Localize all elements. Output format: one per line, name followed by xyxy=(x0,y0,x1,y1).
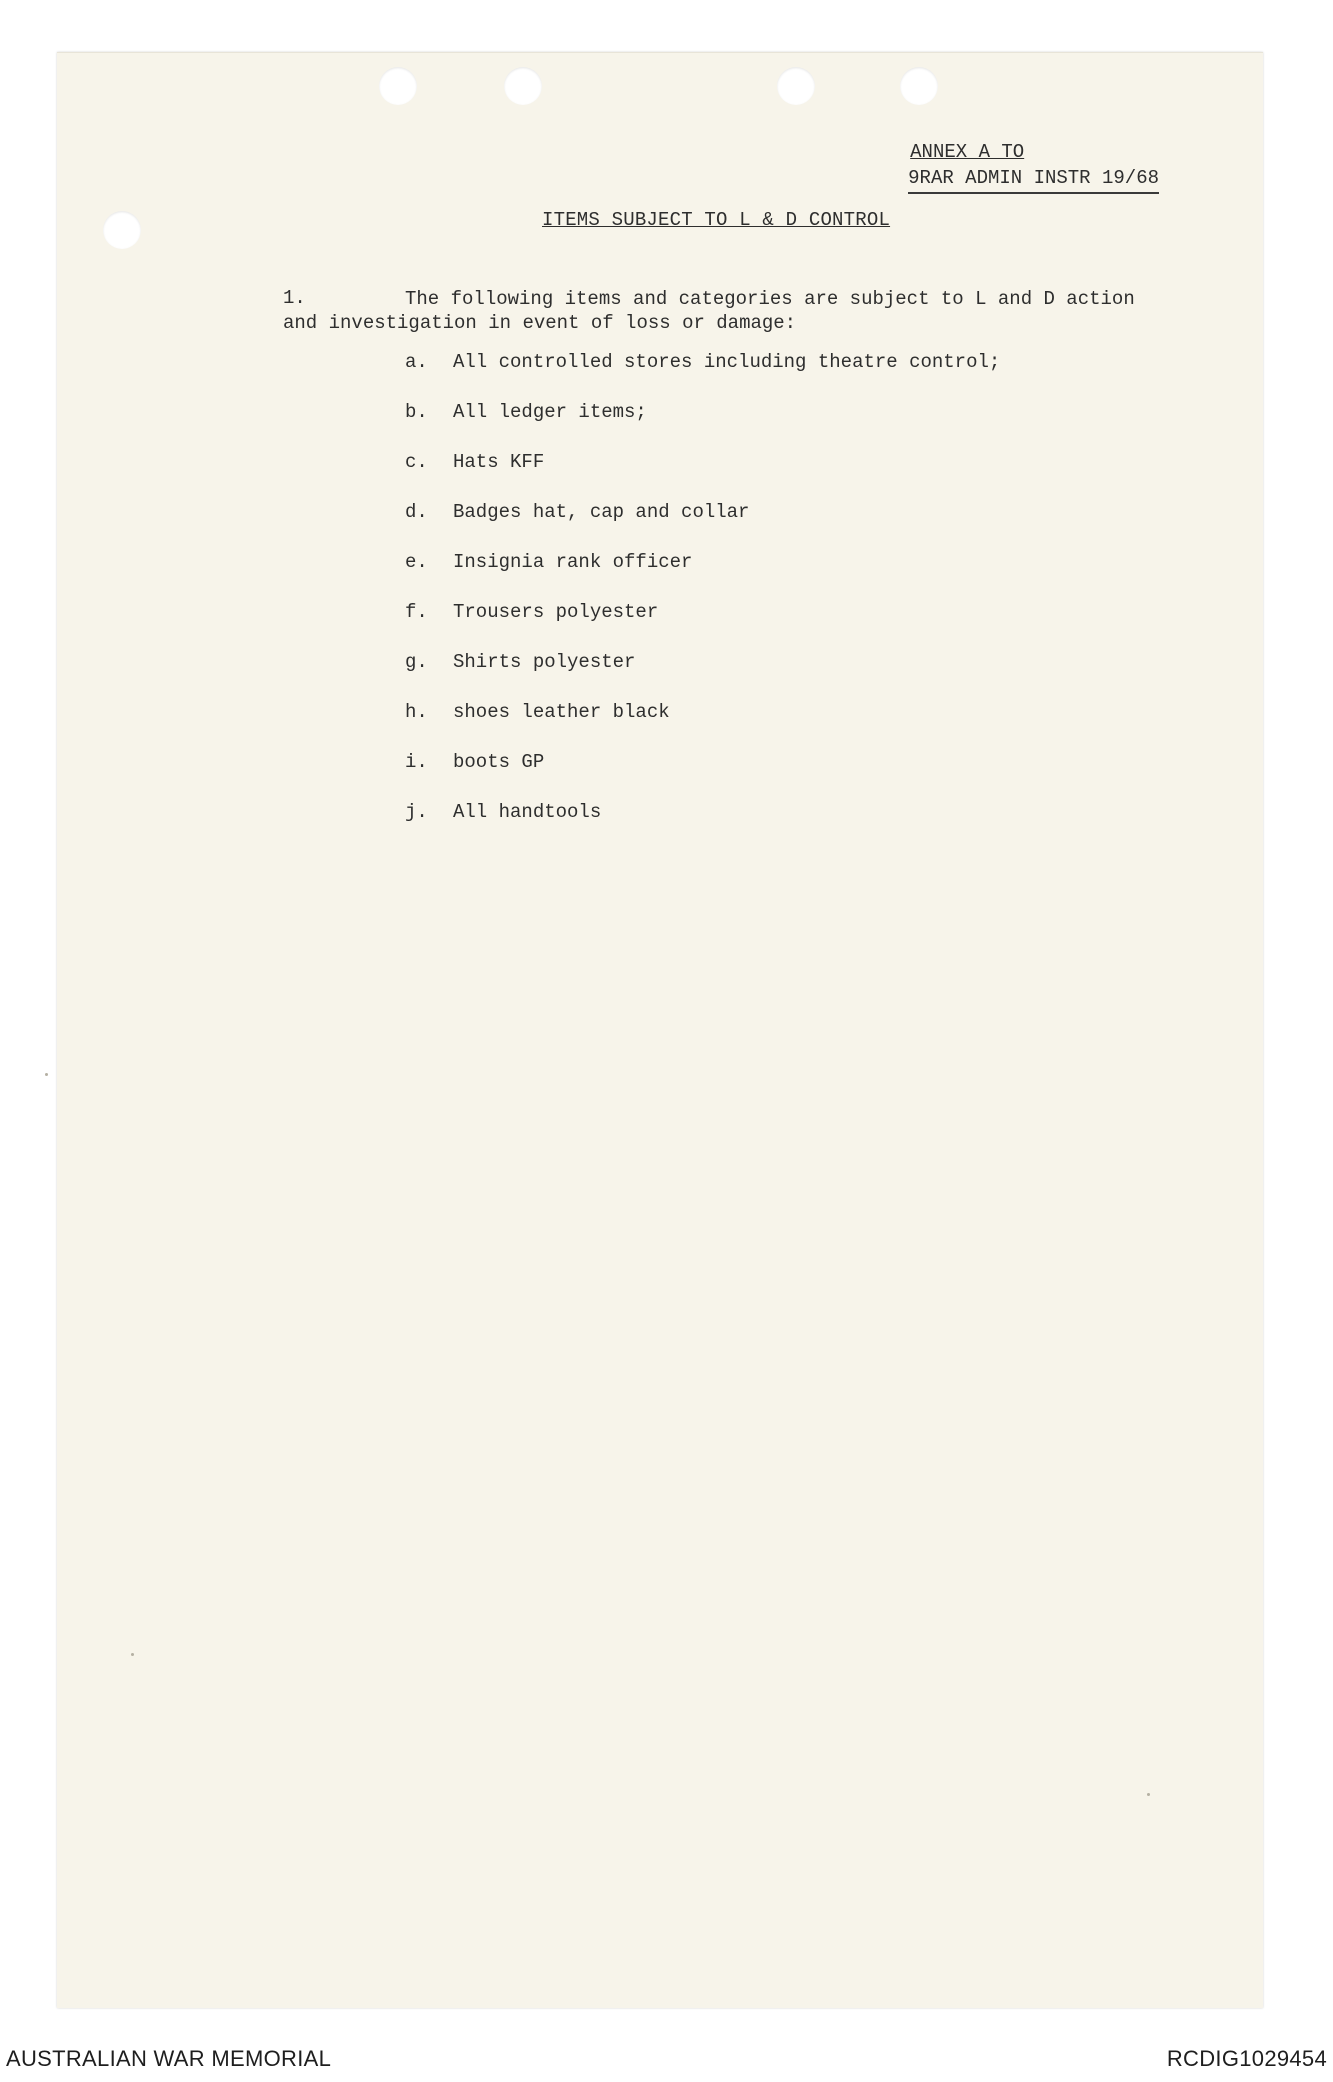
list-item xyxy=(405,600,1000,650)
item-text: shoes leather black xyxy=(453,701,670,723)
paragraph-number: 1. xyxy=(283,287,306,309)
punch-hole xyxy=(777,67,815,105)
list-item xyxy=(405,450,1000,500)
list-item xyxy=(405,800,1000,850)
item-text: Shirts polyester xyxy=(453,651,636,673)
list-item xyxy=(405,750,1000,800)
footer-record-id: RCDIG1029454 xyxy=(1166,2046,1327,2071)
punch-hole xyxy=(379,67,417,105)
admin-instruction-reference: 9RAR ADMIN INSTR 19/68 xyxy=(908,165,1159,194)
item-letter: d. xyxy=(405,501,428,523)
item-list xyxy=(405,350,1000,850)
item-letter: g. xyxy=(405,651,428,673)
list-item xyxy=(405,700,1000,750)
annex-reference xyxy=(910,139,1159,194)
punch-hole xyxy=(504,67,542,105)
item-letter: i. xyxy=(405,751,428,773)
document-page xyxy=(57,52,1263,2008)
list-item xyxy=(405,400,1000,450)
item-text: Badges hat, cap and collar xyxy=(453,501,750,523)
paper-speck xyxy=(131,1653,134,1656)
list-item xyxy=(405,500,1000,550)
item-letter: b. xyxy=(405,401,428,423)
punch-hole xyxy=(103,211,141,249)
item-letter: h. xyxy=(405,701,428,723)
item-text: Insignia rank officer xyxy=(453,551,693,573)
item-text: boots GP xyxy=(453,751,545,773)
list-item xyxy=(405,650,1000,700)
item-text: Trousers polyester xyxy=(453,601,659,623)
item-letter: a. xyxy=(405,351,428,373)
list-item xyxy=(405,550,1000,600)
document-heading: ITEMS SUBJECT TO L & D CONTROL xyxy=(542,209,891,231)
paper-speck xyxy=(45,1073,48,1076)
item-text: All controlled stores including theatre control; xyxy=(453,351,1001,373)
item-letter: j. xyxy=(405,801,428,823)
item-text: All ledger items; xyxy=(453,401,647,423)
paragraph-text: The following items and categories are subject to L and D action and investigation in event of loss or damage: xyxy=(283,288,1135,334)
item-letter: c. xyxy=(405,451,428,473)
footer-institution-label: AUSTRALIAN WAR MEMORIAL xyxy=(6,2046,332,2071)
item-letter: f. xyxy=(405,601,428,623)
item-text: All handtools xyxy=(453,801,602,823)
punch-hole xyxy=(900,67,938,105)
item-text: Hats KFF xyxy=(453,451,545,473)
annex-title: ANNEX A TO xyxy=(910,141,1025,163)
list-item xyxy=(405,350,1000,400)
paper-speck xyxy=(1147,1793,1150,1796)
item-letter: e. xyxy=(405,551,428,573)
